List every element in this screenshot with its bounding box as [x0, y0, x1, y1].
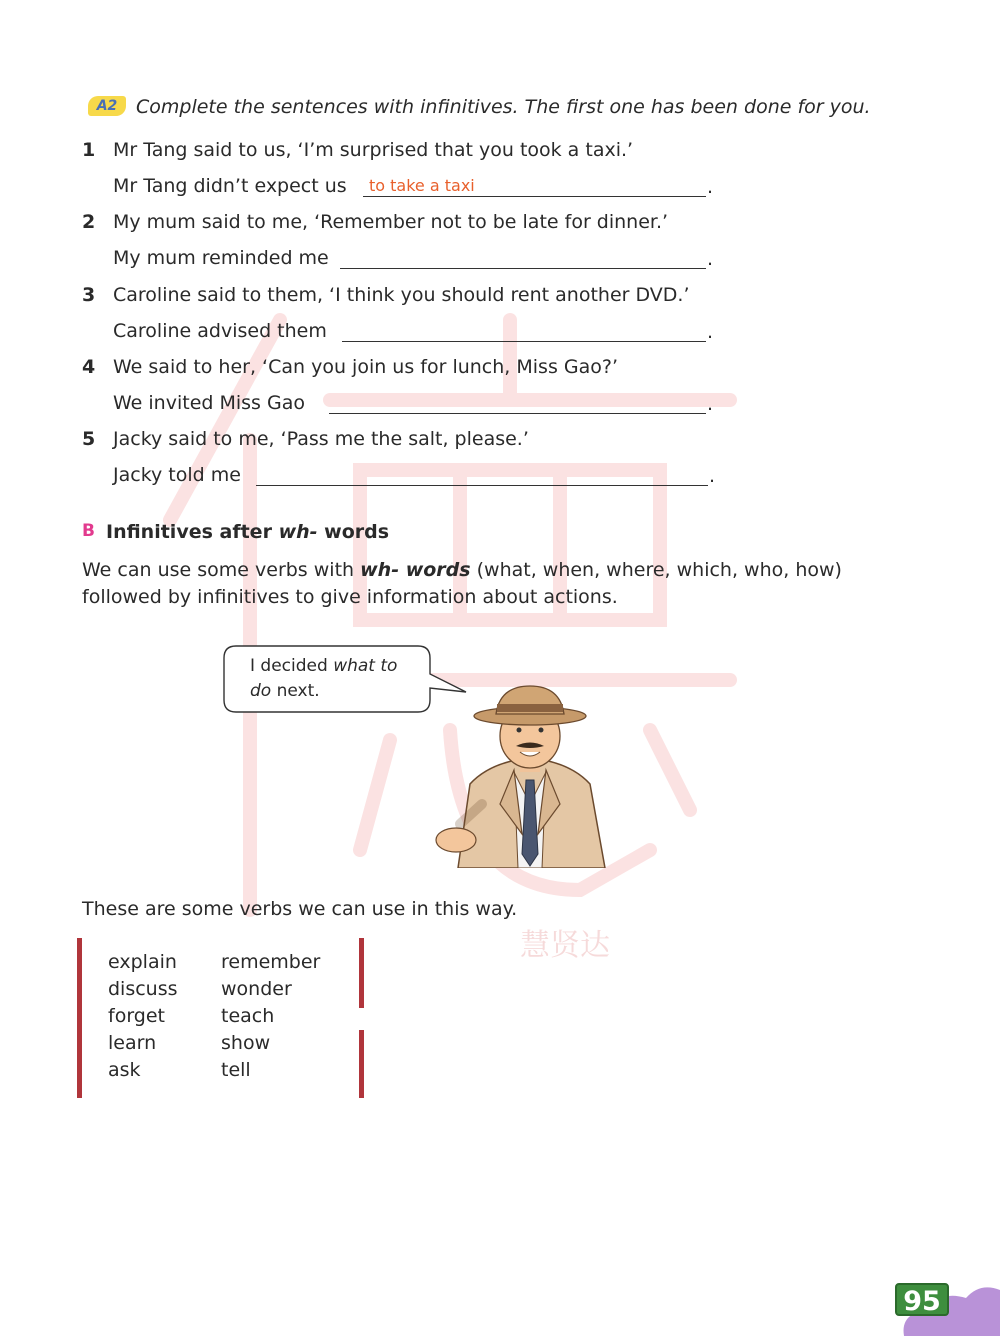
verb-list-right-bar-top	[359, 938, 364, 1008]
section-a2-badge: A2	[88, 96, 126, 116]
verb-item: show	[221, 1032, 271, 1054]
answer-blank[interactable]	[329, 413, 706, 414]
detective-illustration	[430, 684, 630, 868]
exercise-stem: We invited Miss Gao	[113, 392, 305, 414]
answer-blank[interactable]	[342, 341, 706, 342]
verb-item: forget	[108, 1005, 165, 1027]
exercise-prompt: My mum said to me, ‘Remember not to be late for dinner.’	[113, 211, 669, 233]
exercise-number: 1	[82, 139, 96, 161]
exercise-prompt: Mr Tang said to us, ‘I’m surprised that you took a taxi.’	[113, 139, 634, 161]
full-stop: .	[707, 393, 714, 415]
exercise-prompt: Jacky said to me, ‘Pass me the salt, please.’	[113, 428, 529, 450]
exercise-prompt: Caroline said to them, ‘I think you should rent another DVD.’	[113, 284, 690, 306]
section-b-title: Infinitives after wh- words	[106, 521, 390, 543]
page-number: 95	[895, 1283, 949, 1316]
watermark-text: 慧贤达	[520, 928, 610, 963]
answer-blank[interactable]	[363, 196, 706, 197]
section-b-paragraph-line-1: We can use some verbs with wh- words (what, when, where, which, who, how)	[82, 559, 842, 581]
exercise-stem: My mum reminded me	[113, 247, 329, 269]
exercise-number: 3	[82, 284, 96, 306]
full-stop: .	[709, 465, 716, 487]
exercise-number: 2	[82, 211, 96, 233]
verb-item: tell	[221, 1059, 251, 1081]
verb-item: wonder	[221, 978, 292, 1000]
exercise-stem: Mr Tang didn’t expect us	[113, 175, 347, 197]
answer-blank[interactable]	[340, 268, 706, 269]
full-stop: .	[707, 248, 714, 270]
section-b-paragraph-line-2: followed by infinitives to give information about actions.	[82, 586, 618, 608]
verb-item: learn	[108, 1032, 157, 1054]
exercise-stem: Caroline advised them	[113, 320, 327, 342]
verb-item: remember	[221, 951, 321, 973]
exercise-stem: Jacky told me	[113, 464, 241, 486]
instruction-text: Complete the sentences with infinitives. The first one has been done for you.	[136, 96, 871, 118]
verb-item: ask	[108, 1059, 141, 1081]
section-b-letter: B	[82, 521, 95, 541]
answer-text: to take a taxi	[369, 176, 475, 195]
answer-blank[interactable]	[256, 485, 708, 486]
full-stop: .	[707, 176, 714, 198]
exercise-prompt: We said to her, ‘Can you join us for lunch, Miss Gao?’	[113, 356, 619, 378]
full-stop: .	[707, 321, 714, 343]
exercise-number: 5	[82, 428, 96, 450]
verb-list-right-bar-bottom	[359, 1030, 364, 1098]
verbs-intro: These are some verbs we can use in this way.	[82, 898, 518, 920]
exercise-number: 4	[82, 356, 96, 378]
verb-list-left-bar	[77, 938, 82, 1098]
verb-item: explain	[108, 951, 177, 973]
verb-item: discuss	[108, 978, 178, 1000]
verb-item: teach	[221, 1005, 275, 1027]
speech-bubble-text: I decided what to do next.	[250, 656, 398, 701]
